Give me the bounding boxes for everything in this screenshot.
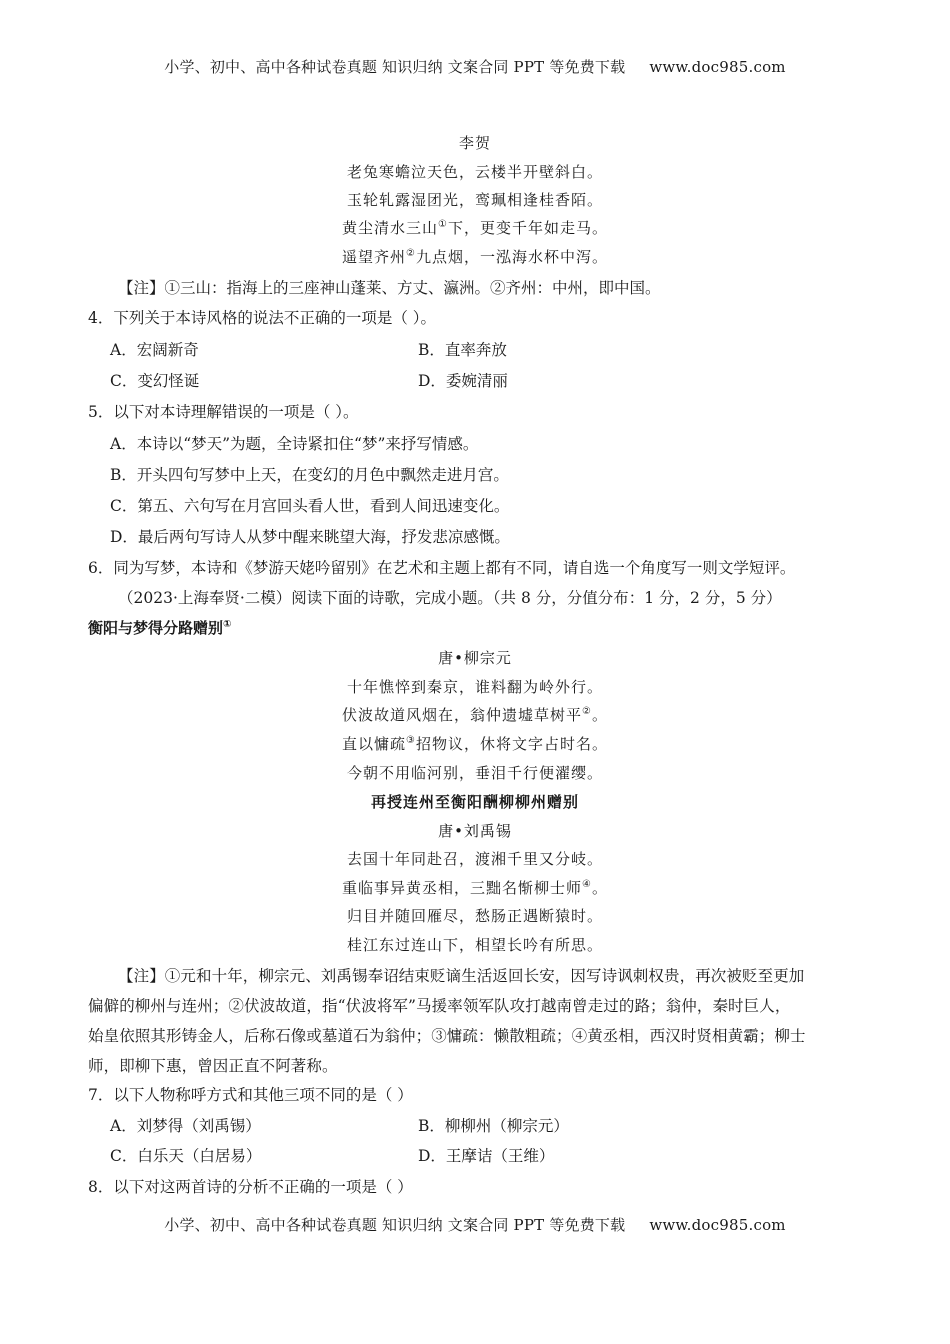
q5-stem: 5．以下对本诗理解错误的一项是（ ）。 (88, 403, 359, 421)
footnote-mark: ④ (582, 879, 592, 890)
poem1-line-1: 老兔寒蟾泣天色，云楼半开壁斜白。 (346, 163, 603, 181)
q5-option-c[interactable]: C．第五、六句写在月宫回头看人世，看到人间迅速变化。 (110, 497, 510, 515)
q4-option-c[interactable]: C．变幻怪诞 (110, 372, 200, 390)
q4-option-a[interactable]: A．宏阔新奇 (110, 341, 199, 359)
poem1-author: 李贺 (458, 134, 491, 152)
footer-text: 小学、初中、高中各种试卷真题 知识归纳 文案合同 PPT 等免费下载 (164, 1216, 626, 1234)
section2-note-line-1: 【注】①元和十年，柳宗元、刘禹锡奉诏结束贬谪生活返回长安，因写诗讽刺权贵，再次被贬至更加 (118, 967, 805, 985)
q5-option-a[interactable]: A．本诗以“梦天”为题，全诗紧扣住“梦”来抒写情感。 (110, 435, 479, 453)
header-url[interactable]: www.doc985.com (649, 58, 786, 76)
q8-stem: 8．以下对这两首诗的分析不正确的一项是（ ） (88, 1178, 413, 1196)
footer-url[interactable]: www.doc985.com (649, 1216, 786, 1234)
poem3-line-1: 去国十年同赴召，渡湘千里又分岐。 (346, 850, 603, 868)
poem2-line-3: 直以慵疏③招物议，休将文字占时名。 (342, 735, 608, 753)
footnote-mark: ① (223, 619, 232, 630)
q5-option-b[interactable]: B．开头四句写梦中上天，在变幻的月色中飘然走进月宫。 (110, 466, 509, 484)
footnote-mark: ③ (406, 735, 416, 746)
q7-option-c[interactable]: C．白乐天（白居易） (110, 1147, 262, 1165)
q4-option-b[interactable]: B．直率奔放 (418, 341, 507, 359)
poem3-line-4: 桂江东过连山下，相望长吟有所思。 (346, 936, 603, 954)
q7-option-d[interactable]: D．王摩诘（王维） (418, 1147, 555, 1165)
poem1-line-2: 玉轮轧露湿团光，鸾珮相逢桂香陌。 (346, 191, 603, 209)
poem3-line-3: 归目并随回雁尽，愁肠正遇断猿时。 (346, 907, 603, 925)
poem2-line-4: 今朝不用临河别，垂泪千行便濯缨。 (346, 764, 603, 782)
footnote-mark: ② (582, 706, 592, 717)
poem1-line-3: 黄尘清水三山①下，更变千年如走马。 (342, 219, 608, 237)
q5-option-d[interactable]: D．最后两句写诗人从梦中醒来眺望大海，抒发悲凉感慨。 (110, 528, 510, 546)
header-text: 小学、初中、高中各种试卷真题 知识归纳 文案合同 PPT 等免费下载 (164, 58, 626, 76)
page-header (0, 56, 950, 77)
q6-stem: 6．同为写梦，本诗和《梦游天姥吟留别》在艺术和主题上都有不同，请自选一个角度写一则文学短评。 (88, 559, 796, 577)
poem1-note: 【注】①三山：指海上的三座神山蓬莱、方丈、瀛洲。②齐州：中州，即中国。 (118, 279, 661, 297)
section2-note-line-4: 师，即柳下惠，曾因正直不阿著称。 (88, 1057, 338, 1075)
q7-option-b[interactable]: B．柳柳州（柳宗元） (418, 1117, 569, 1135)
poem2-author: 唐•柳宗元 (438, 649, 512, 667)
page-footer (0, 1214, 950, 1235)
section2-note-line-2: 偏僻的柳州与连州；②伏波故道，指“伏波将军”马援率领军队攻打越南曾走过的路；翁仲，秦时巨人， (88, 997, 791, 1015)
q7-stem: 7．以下人物称呼方式和其他三项不同的是（ ） (88, 1086, 413, 1104)
section2-intro: （2023·上海奉贤·二模）阅读下面的诗歌，完成小题。（共 8 分，分值分布：1 分，2 分，5 分） (118, 589, 782, 607)
q4-option-d[interactable]: D．委婉清丽 (418, 372, 508, 390)
section2-note-line-3: 始皇依照其形铸金人，后称石像或墓道石为翁仲；③慵疏：懒散粗疏；④黄丞相，西汉时贤相黄霸；柳士 (88, 1027, 806, 1045)
poem2-line-2: 伏波故道风烟在，翁仲遗墟草树平②。 (342, 706, 608, 724)
poem2-title: 衡阳与梦得分路赠别① (88, 619, 232, 637)
footnote-mark: ② (406, 248, 416, 259)
q4-stem: 4．下列关于本诗风格的说法不正确的一项是（ ）。 (88, 309, 437, 327)
poem3-title: 再授连州至衡阳酬柳柳州赠别 (370, 793, 579, 811)
poem2-line-1: 十年憔悴到秦京，谁料翻为岭外行。 (346, 678, 603, 696)
q7-option-a[interactable]: A．刘梦得（刘禹锡） (110, 1117, 261, 1135)
poem3-author: 唐•刘禹锡 (438, 822, 512, 840)
poem1-line-4: 遥望齐州②九点烟，一泓海水杯中泻。 (342, 248, 608, 266)
poem3-line-2: 重临事异黄丞相，三黜名惭柳士师④。 (342, 879, 608, 897)
footnote-mark: ① (438, 219, 448, 230)
